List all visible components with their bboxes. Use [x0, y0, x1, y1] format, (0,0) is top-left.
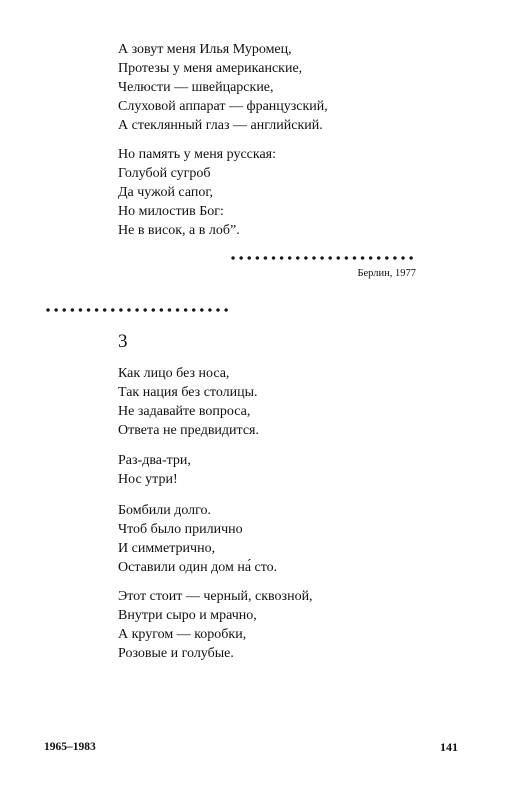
page-number: 141 — [440, 740, 458, 754]
verse-line: Не в висок, а в лоб”. — [118, 223, 240, 238]
verse-line: Слуховой аппарат — французский, — [118, 99, 328, 114]
verse-line: Оставили один дом на́ сто. — [118, 560, 278, 575]
verse-line: Внутри сыро и мрачно, — [118, 608, 257, 623]
verse-line: Но милостив Бог: — [118, 204, 224, 219]
running-footer-years: 1965–1983 — [44, 741, 96, 753]
verse-line: Чтоб было прилично — [118, 522, 243, 537]
verse-line: Но память у меня русская: — [118, 147, 276, 162]
section-number: 3 — [118, 331, 128, 352]
verse-line: Так нация без столицы. — [118, 385, 258, 400]
verse-line: Как лицо без носа, — [118, 366, 230, 381]
poem-2-stanza-2 — [118, 451, 191, 489]
verse-line: Этот стоит — черный, сквозной, — [118, 589, 313, 604]
verse-line: Не задавайте вопроса, — [118, 404, 251, 419]
verse-line: Протезы у меня американские, — [118, 61, 303, 76]
verse-line: А кругом — коробки, — [118, 627, 247, 642]
dotted-rule-end — [229, 256, 415, 260]
poem-2-stanza-4 — [118, 587, 313, 663]
verse-line: Нос утри! — [118, 472, 178, 487]
verse-line: А стеклянный глаз — английский. — [118, 118, 323, 133]
verse-line: Ответа не предвидится. — [118, 423, 259, 438]
verse-line: Раз-два-три, — [118, 453, 191, 468]
poem-2-stanza-3 — [118, 501, 277, 577]
dotted-rule-section — [44, 308, 230, 312]
verse-line: Челюсти — швейцарские, — [118, 80, 274, 95]
verse-line: Голубой сугроб — [118, 166, 211, 181]
poem-1-stanza-2 — [118, 145, 276, 240]
verse-line: И симметрично, — [118, 541, 216, 556]
verse-line: А зовут меня Илья Муромец, — [118, 42, 292, 57]
verse-line: Да чужой сапог, — [118, 185, 214, 200]
place-date-signature: Берлин, 1977 — [357, 268, 416, 279]
verse-line: Розовые и голубые. — [118, 646, 234, 661]
verse-line: Бомбили долго. — [118, 503, 212, 518]
poem-2-stanza-1 — [118, 364, 259, 440]
poem-1-stanza-1 — [118, 40, 328, 135]
